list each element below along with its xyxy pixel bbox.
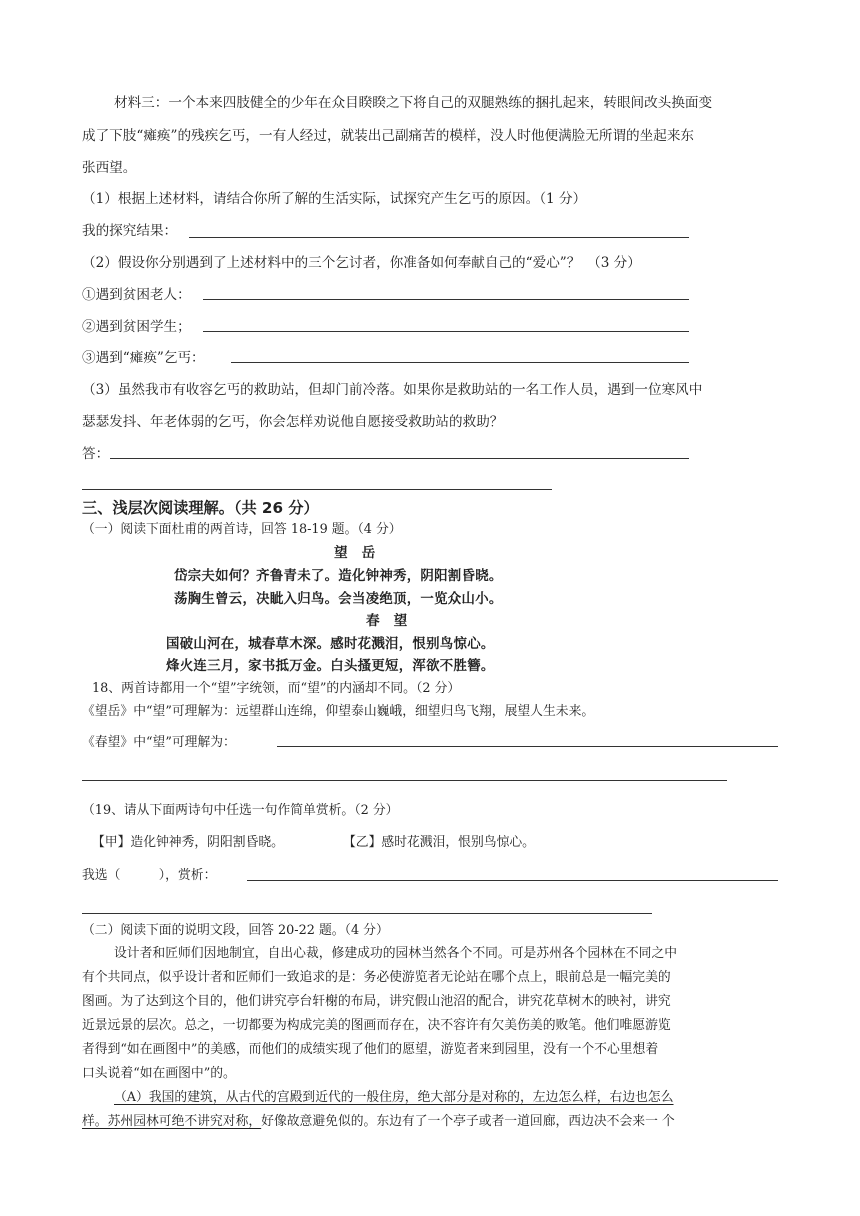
passage-line-5: 者得到“如在画图中”的美感，而他们的成绩实现了他们的愿望，游览者来到园里，没有一个不心里想着 [82,1042,659,1057]
q2-item-2-blank[interactable] [203,331,689,332]
q3-prompt-line-2: 瑟瑟发抖、年老体弱的乞丐，你会怎样劝说他自愿接受救助站的救助？ [82,414,504,430]
q18-example: 《望岳》中“望”可理解为：远望群山连绵，仰望泰山巍峨，细望归鸟飞翔，展望人生未来。 [82,704,595,719]
q3-answer-blank-2[interactable] [82,489,552,490]
para-a-line-2 [82,1113,675,1131]
passage-line-3: 图画。为了达到这个目的，他们讲究亭台轩榭的布局，讲究假山池沼的配合，讲究花草树木的映衬，讲究 [82,994,671,1009]
q18-answer-blank-1[interactable] [277,746,778,747]
q3-answer-blank-1[interactable] [110,458,689,459]
q2-prompt: （2）假设你分别遇到了上述材料中的三个乞讨者，你准备如何奉献自己的“爱心”？ （3 分） [82,255,641,271]
q2-item-1-label: ①遇到贫困老人： [82,287,191,303]
q19-choice-b: 【乙】感时花溅泪，恨别鸟惊心。 [343,835,535,850]
q2-item-1-blank[interactable] [203,299,689,300]
passage-line-4: 近景远景的层次。总之，一切都要为构成完美的图画而存在，决不容许有欠美伤美的败笔。他们唯愿游览 [82,1018,671,1033]
passage-line-2: 有个共同点，似乎设计者和匠师们一致追求的是：务必使游览者无论站在哪个点上，眼前总是一幅完美的 [82,970,671,985]
part1-intro: （一）阅读下面杜甫的两首诗，回答 18-19 题。（4 分） [82,522,402,537]
passage-line-1: 设计者和匠师们因地制宜，自出心裁，修建成功的园林当然各个不同。可是苏州各个园林在不同之中 [114,946,678,961]
para-a-underlined-text: 样。苏州园林可绝不讲究对称， [82,1114,262,1129]
q19-answer-blank-2[interactable] [82,913,652,914]
q19-answer-blank-1[interactable] [247,880,778,881]
q19-prompt: （19、请从下面两诗句中任选一句作简单赏析。（2 分） [82,803,399,818]
section3-heading: 三、浅层次阅读理解。（共 26 分） [82,499,319,517]
q18-prompt: 18、两首诗都用一个“望”字统领，而“望”的内涵却不同。（2 分） [92,681,461,696]
q18-answer-blank-2[interactable] [82,780,727,781]
part2-intro: （二）阅读下面的说明文段，回答 20-22 题。（4 分） [82,923,389,938]
poem1-title: 望岳 [334,545,390,561]
poem1-line-2: 荡胸生曾云，决眦入归鸟。会当凌绝顶，一览众山小。 [174,591,503,607]
q1-answer-label: 我的探究结果： [82,223,178,239]
poem2-line-2: 烽火连三月，家书抵万金。白头搔更短，浑欲不胜簪。 [166,658,495,674]
q1-prompt: （1）根据上述材料，请结合你所了解的生活实际，试探究产生乞丐的原因。（1 分） [82,191,587,207]
q2-item-3-blank[interactable] [231,362,689,363]
q2-item-2-label: ②遇到贫困学生； [82,319,191,335]
passage-line-6: 口头说着“如在画图中”的。 [82,1066,236,1081]
poem2-title: 春望 [366,613,422,629]
q3-prompt-line-1: （3）虽然我市有收容乞丐的救助站，但却门前冷落。如果你是救助站的一名工作人员，遇到一位寒风中 [82,382,703,398]
material3-line-2: 成了下肢“瘫痪”的残疾乞丐，一有人经过，就装出己副痛苦的模样，没人时他便满脸无所谓的坐起来东 [82,128,695,144]
para-a-line-1: （A）我国的建筑，从古代的宫殿到近代的一般住房，绝大部分是对称的，左边怎么样，右边也怎么 [114,1090,674,1105]
material3-line-1: 材料三：一个本来四肢健全的少年在众目睽睽之下将自己的双腿熟练的捆扎起来，转眼间改头换面变 [114,95,713,111]
q18-answer-label: 《春望》中“望”可理解为： [82,735,236,750]
poem1-line-1: 岱宗夫如何？齐鲁青未了。造化钟神秀，阴阳割昏晓。 [174,568,503,584]
q2-item-3-label: ③遇到“瘫痪”乞丐： [82,350,205,366]
q19-answer-label: 我选（ ），赏析： [82,868,217,883]
q19-choice-a: 【甲】造化钟神秀，阴阳割昏晓。 [92,835,284,850]
material3-line-3: 张西望。 [82,160,137,176]
poem2-line-1: 国破山河在，城春草木深。感时花溅泪，恨别鸟惊心。 [166,636,495,652]
para-a-rest-text: 好像故意避免似的。东边有了一个亭子或者一道回廊，西边决不会来一 个 [261,1114,675,1129]
q3-answer-label: 答： [82,446,110,462]
q1-answer-blank[interactable] [189,237,689,238]
